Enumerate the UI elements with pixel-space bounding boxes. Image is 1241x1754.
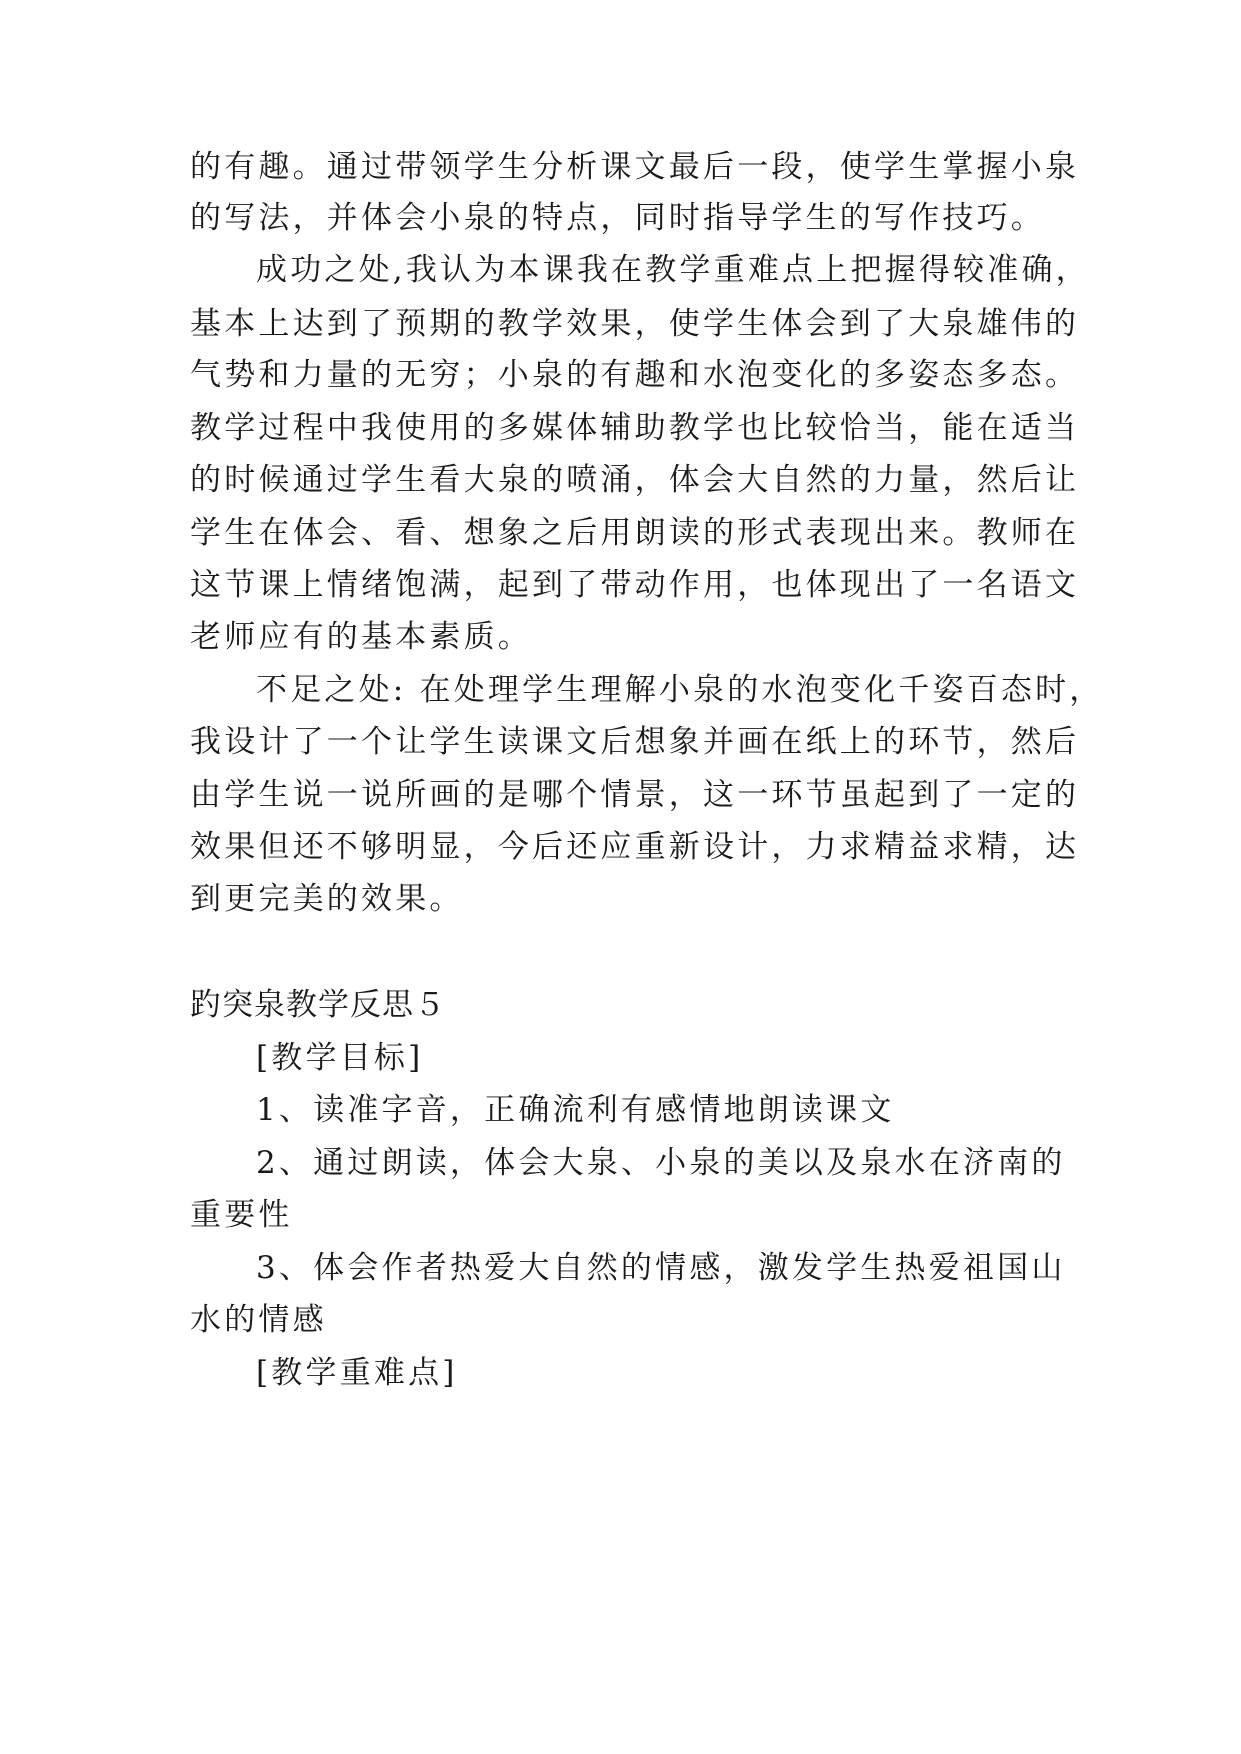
list-item: 1、读准字音，正确流利有感情地朗读课文 [256, 1092, 895, 1128]
paragraph-line: 学生在体会、看、想象之后用朗读的形式表现出来。教师在 [190, 515, 1080, 551]
paragraph-line: 我设计了一个让学生读课文后想象并画在纸上的环节，然后 [190, 724, 1080, 760]
paragraph-line: 由学生说一说所画的是哪个情景，这一环节虽起到了一定的 [190, 777, 1080, 813]
paragraph-line: 的时候通过学生看大泉的喷涌，体会大自然的力量，然后让 [190, 462, 1080, 498]
paragraph-line: 成功之处,我认为本课我在教学重难点上把握得较准确， [256, 252, 1090, 288]
paragraph-line: 效果但还不够明显，今后还应重新设计，力求精益求精，达 [190, 829, 1080, 865]
paragraph-line: 的写法，并体会小泉的特点，同时指导学生的写作技巧。 [190, 200, 1045, 236]
subheading: [教学重难点] [256, 1355, 458, 1391]
paragraph-line: 老师应有的基本素质。 [190, 619, 532, 655]
list-item-continuation: 水的情感 [190, 1302, 327, 1338]
paragraph-line: 这节课上情绪饱满，起到了带动作用，也体现出了一名语文 [190, 567, 1080, 603]
section-title: 趵突泉教学反思５ [190, 987, 446, 1023]
list-item-continuation: 重要性 [190, 1197, 293, 1233]
list-item: 3、体会作者热爱大自然的情感，激发学生热爱祖国山 [256, 1250, 1066, 1286]
paragraph-line: 到更完美的效果。 [190, 881, 464, 917]
paragraph-line: 不足之处: 在处理学生理解小泉的水泡变化千姿百态时， [256, 672, 1104, 708]
subheading: [教学目标] [256, 1040, 424, 1076]
paragraph-line: 的有趣。通过带领学生分析课文最后一段，使学生掌握小泉 [190, 149, 1080, 185]
paragraph-line: 气势和力量的无穷；小泉的有趣和水泡变化的多姿态多态。 [190, 357, 1080, 393]
list-item: 2、通过朗读，体会大泉、小泉的美以及泉水在济南的 [256, 1145, 1066, 1181]
paragraph-line: 教学过程中我使用的多媒体辅助教学也比较恰当，能在适当 [190, 410, 1080, 446]
paragraph-line: 基本上达到了预期的教学效果，使学生体会到了大泉雄伟的 [190, 306, 1080, 342]
